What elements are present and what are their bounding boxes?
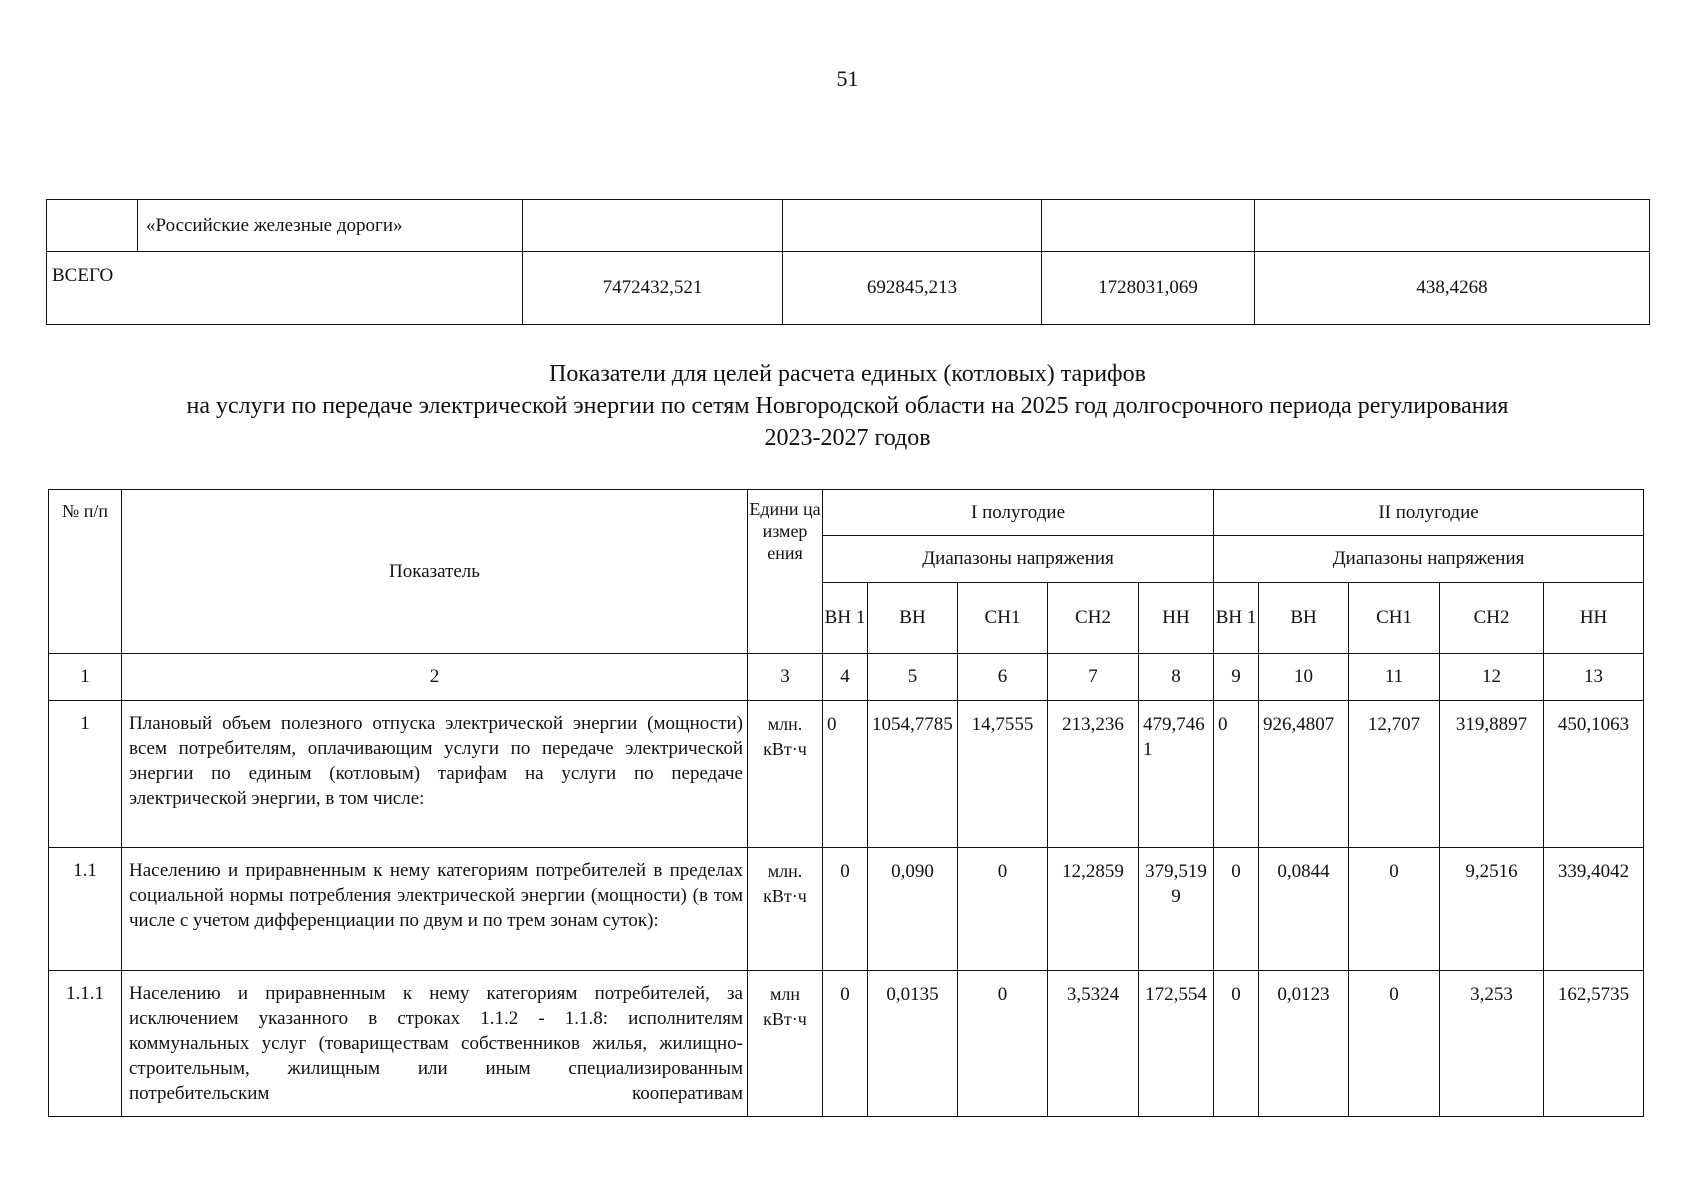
cell-value: 479,7461	[1139, 701, 1214, 848]
cell-value: 12,707	[1349, 701, 1440, 848]
total-value: 438,4268	[1255, 252, 1650, 325]
column-number: 4	[823, 654, 868, 701]
cell-value: 0	[1214, 701, 1259, 848]
header-half-1: I полугодие	[823, 490, 1214, 536]
cell-value: 162,5735	[1544, 971, 1644, 1117]
header-level: СН1	[958, 583, 1048, 654]
header-num: № п/п	[49, 490, 122, 654]
cell-value: 3,253	[1440, 971, 1544, 1117]
header-indicator: Показатель	[122, 490, 748, 654]
cell-value: 1054,7785	[868, 701, 958, 848]
column-number: 6	[958, 654, 1048, 701]
column-number: 10	[1259, 654, 1349, 701]
total-label: ВСЕГО	[47, 252, 523, 325]
header-level: СН1	[1349, 583, 1440, 654]
column-number: 3	[748, 654, 823, 701]
cell-value: 0	[823, 848, 868, 971]
heading-line: 2023-2027 годов	[764, 425, 931, 451]
table-row	[49, 971, 1644, 1117]
cell-value: 14,7555	[958, 701, 1048, 848]
column-number: 11	[1349, 654, 1440, 701]
page-number: 51	[836, 66, 859, 91]
cell-value: 450,1063	[1544, 701, 1644, 848]
row-number: 1	[49, 701, 122, 848]
cell-value: 0	[1214, 971, 1259, 1117]
heading-line: Показатели для целей расчета единых (котловых) тарифов	[549, 361, 1146, 387]
total-row	[47, 252, 1650, 325]
row-unit: млн. кВт·ч	[748, 848, 823, 971]
cell-value: 0	[1349, 848, 1440, 971]
header-level: НН	[1544, 583, 1644, 654]
cell-value: 0	[823, 701, 868, 848]
header-level: НН	[1139, 583, 1214, 654]
cell-value: 379,5199	[1139, 848, 1214, 971]
header-level: ВН 1	[1214, 583, 1259, 654]
cell-value: 339,4042	[1544, 848, 1644, 971]
top-summary-table	[46, 199, 1650, 325]
column-number: 2	[122, 654, 748, 701]
cell-value: 0	[1349, 971, 1440, 1117]
cell-value: 3,5324	[1048, 971, 1139, 1117]
table-row	[49, 848, 1644, 971]
cell-value: 0	[958, 971, 1048, 1117]
cell-value: 213,236	[1048, 701, 1139, 848]
header-row	[49, 490, 1644, 536]
column-number: 12	[1440, 654, 1544, 701]
table-row	[49, 701, 1644, 848]
cell-value: 0	[958, 848, 1048, 971]
cell-value: 0,0844	[1259, 848, 1349, 971]
org-name: «Российские железные дороги»	[138, 200, 523, 252]
cell-value: 12,2859	[1048, 848, 1139, 971]
cell-value: 0,090	[868, 848, 958, 971]
header-level: СН2	[1048, 583, 1139, 654]
total-value: 7472432,521	[523, 252, 783, 325]
row-indicator: Населению и приравненным к нему категориям потребителей, за исключением указанного в строках 1.1.2 - 1.1.8: исполнителям коммунальных услуг (товариществам собственников жилья, жилищно-строительным, жилищным или иным специализированным потребительским кооперативам	[122, 971, 748, 1117]
cell-value: 0,0135	[868, 971, 958, 1117]
row-number: 1.1	[49, 848, 122, 971]
column-number: 1	[49, 654, 122, 701]
header-level: ВН	[868, 583, 958, 654]
column-number: 8	[1139, 654, 1214, 701]
cell-value: 0	[823, 971, 868, 1117]
total-value: 1728031,069	[1042, 252, 1255, 325]
header-half-2: II полугодие	[1214, 490, 1644, 536]
cell-value: 172,554	[1139, 971, 1214, 1117]
cell-value: 926,4807	[1259, 701, 1349, 848]
row-indicator: Плановый объем полезного отпуска электрической энергии (мощности) всем потребителям, оплачивающим услуги по передаче электрической энергии по единым (котловым) тарифам на услуги по передаче электрической энергии, в том числе:	[122, 701, 748, 848]
cell-value: 0,0123	[1259, 971, 1349, 1117]
header-level: ВН 1	[823, 583, 868, 654]
column-number-row	[49, 654, 1644, 701]
tariff-indicators-table	[48, 489, 1644, 1117]
row-indicator: Населению и приравненным к нему категориям потребителей в пределах социальной нормы потребления электрической энергии (мощности) (в том числе с учетом дифференциации по двум и по трем зонам суток):	[122, 848, 748, 971]
section-heading	[40, 358, 1655, 454]
column-number: 13	[1544, 654, 1644, 701]
row-number: 1.1.1	[49, 971, 122, 1117]
cell-value: 9,2516	[1440, 848, 1544, 971]
row-unit: млн кВт·ч	[748, 971, 823, 1117]
column-number: 7	[1048, 654, 1139, 701]
column-number: 9	[1214, 654, 1259, 701]
total-value: 692845,213	[783, 252, 1042, 325]
header-ranges: Диапазоны напряжения	[823, 536, 1214, 583]
cell-value: 319,8897	[1440, 701, 1544, 848]
heading-line: на услуги по передаче электрической энергии по сетям Новгородской области на 2025 год долгосрочного периода регулирования	[186, 393, 1509, 419]
cell-value: 0	[1214, 848, 1259, 971]
header-level: ВН	[1259, 583, 1349, 654]
header-ranges: Диапазоны напряжения	[1214, 536, 1644, 583]
column-number: 5	[868, 654, 958, 701]
header-unit: Едини ца измер ения	[748, 490, 823, 654]
header-level: СН2	[1440, 583, 1544, 654]
row-unit: млн. кВт·ч	[748, 701, 823, 848]
table-row	[47, 200, 1650, 252]
